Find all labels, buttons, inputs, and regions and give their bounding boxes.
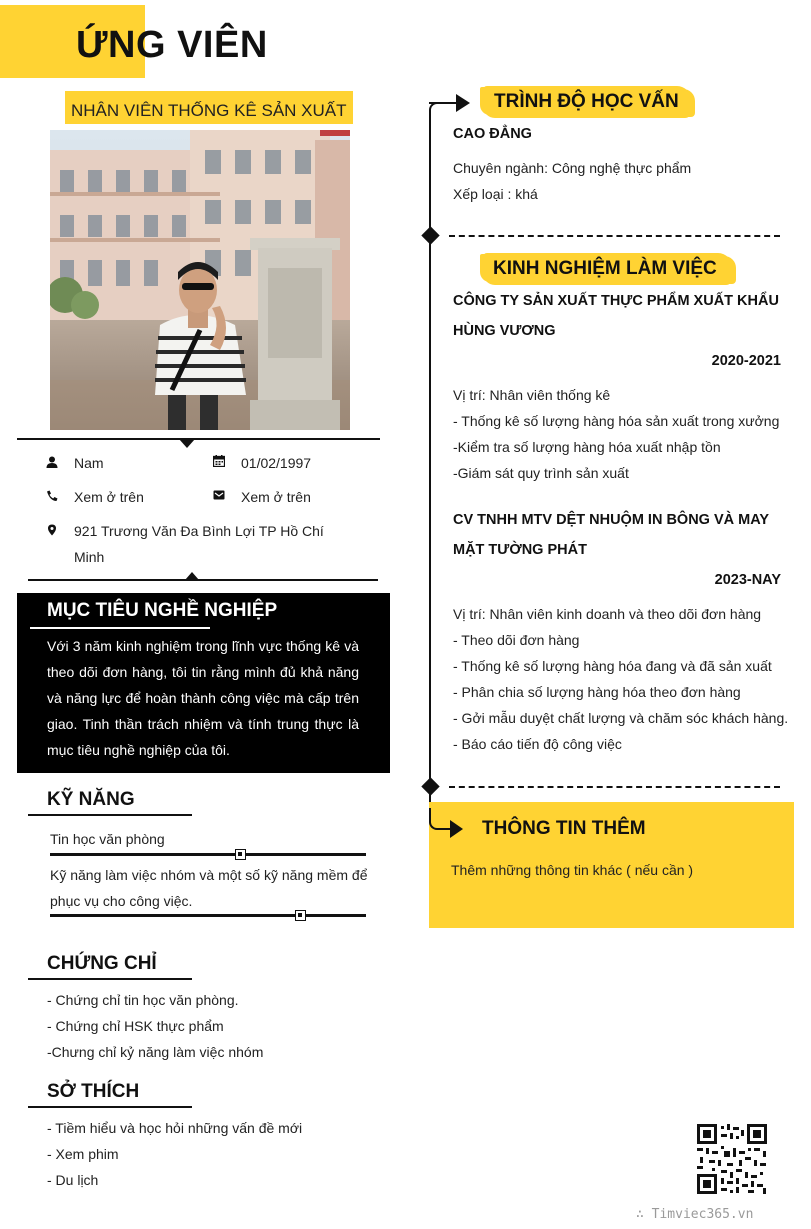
job-period: 2020-2021 (711, 353, 781, 369)
phone-value: Xem ở trên (74, 489, 144, 505)
certificate-item: - Chứng chỉ HSK thực phẩm (47, 1018, 224, 1034)
profile-photo-illustration (50, 130, 350, 430)
job-detail-line: - Báo cáo tiến độ công việc (453, 736, 622, 752)
education-rank: Xếp loại : khá (453, 186, 538, 202)
email-icon (213, 489, 225, 501)
objective-heading-underline (30, 627, 210, 629)
timeline-node (421, 777, 439, 795)
certificates-heading-underline (28, 978, 192, 980)
company-name-line1: CV TNHH MTV DỆT NHUỘM IN BÔNG VÀ MAY (453, 512, 770, 528)
skills-heading: KỸ NĂNG (47, 789, 135, 810)
hobby-item: - Tiềm hiểu và học hỏi những vấn đề mới (47, 1120, 303, 1136)
hobby-item: - Du lịch (47, 1172, 99, 1188)
person-icon (46, 456, 58, 468)
site-watermark: ∴ Timviec365.vn (636, 1207, 754, 1222)
contact-bottom-divider (28, 579, 378, 581)
job-detail-line: - Thống kê số lượng hàng hóa sản xuất trong xưởng (453, 413, 780, 429)
skill-level-track (50, 853, 366, 856)
phone-icon (46, 490, 58, 502)
company-name-line2: MẶT TƯỜNG PHÁT (453, 542, 587, 558)
career-objective-section (17, 593, 390, 773)
timeline-arrow-icon (456, 94, 470, 112)
objective-text: Với 3 năm kinh nghiệm trong lĩnh vực thống kê và theo dõi đơn hàng, tôi tin rằng mình đủ khả năng và năng lực để hoàn thành công việc mà cấp trên giao. Tinh thần trách nhiệm và tính trung thực là mục tiêu nghề nghiệp của tôi. (47, 638, 359, 758)
objective-heading: MỤC TIÊU NGHỀ NGHIỆP (47, 600, 278, 621)
section-divider (449, 235, 780, 237)
gender-value: Nam (74, 455, 104, 471)
email-value: Xem ở trên (241, 489, 311, 505)
timeline-node (421, 226, 439, 244)
hobbies-heading-underline (28, 1106, 192, 1108)
certificates-heading: CHỨNG CHỈ (47, 953, 157, 974)
education-school: CAO ĐẲNG (453, 126, 532, 142)
job-period: 2023-NAY (714, 572, 781, 588)
skill-level-marker (235, 849, 246, 860)
contact-top-divider (17, 438, 380, 440)
address-line-2: Minh (74, 549, 105, 565)
profile-photo (50, 130, 350, 430)
skill-label: phục vụ cho công việc. (50, 893, 193, 909)
address-line-1: 921 Trương Văn Đa Bình Lợi TP Hồ Chí (74, 523, 324, 539)
section-divider (449, 786, 780, 788)
certificate-item: -Chưng chỉ kỷ năng làm việc nhóm (47, 1044, 264, 1060)
job-detail-line: - Thống kê số lượng hàng hóa đang và đã sản xuất (453, 658, 772, 674)
timeline-line (429, 110, 431, 822)
job-detail-line: Vị trí: Nhân viên thống kê (453, 387, 611, 403)
job-detail-line: - Gởi mẫu duyệt chất lượng và chăm sóc khách hàng. (453, 710, 789, 726)
education-major: Chuyên ngành: Công nghệ thực phẩm (453, 160, 692, 176)
job-detail-line: -Kiểm tra số lượng hàng hóa xuất nhập tồn (453, 439, 721, 455)
job-detail-line: - Theo dõi đơn hàng (453, 632, 580, 648)
skill-level-marker (295, 910, 306, 921)
timeline-curve (429, 102, 441, 114)
timeline-arrow-icon (450, 820, 463, 838)
qr-code[interactable] (697, 1124, 767, 1194)
company-name-line2: HÙNG VƯƠNG (453, 323, 556, 339)
job-detail-line: - Phân chia số lượng hàng hóa theo đơn hàng (453, 684, 741, 700)
hobby-item: - Xem phim (47, 1146, 119, 1162)
certificate-item: - Chứng chỉ tin học văn phòng. (47, 992, 239, 1008)
calendar-icon (213, 455, 225, 467)
extra-info-heading: THÔNG TIN THÊM (482, 818, 646, 839)
skills-heading-underline (28, 814, 192, 816)
skill-level-track (50, 914, 366, 917)
company-name-line1: CÔNG TY SẢN XUẤT THỰC PHẨM XUẤT KHẨU (453, 293, 779, 309)
skill-label: Kỹ năng làm việc nhóm và một số kỹ năng mềm để (50, 867, 368, 883)
location-pin-icon (46, 524, 58, 536)
hobbies-heading: SỞ THÍCH (47, 1081, 140, 1102)
experience-heading: KINH NGHIỆM LÀM VIỆC (493, 258, 717, 279)
education-heading: TRÌNH ĐỘ HỌC VẤN (494, 91, 679, 112)
job-detail-line: Vị trí: Nhân viên kinh doanh và theo dõi đơn hàng (453, 606, 762, 622)
candidate-name: ỨNG VIÊN (76, 24, 268, 66)
divider-arrow-down (179, 439, 195, 448)
skill-label: Tin học văn phòng (50, 831, 165, 847)
timeline-curve (429, 808, 441, 830)
extra-info-text: Thêm những thông tin khác ( nếu cần ) (451, 862, 694, 878)
job-title: NHÂN VIÊN THỐNG KÊ SẢN XUẤT (65, 91, 353, 124)
job-detail-line: -Giám sát quy trình sản xuất (453, 465, 629, 481)
birthday-value: 01/02/1997 (241, 455, 312, 471)
